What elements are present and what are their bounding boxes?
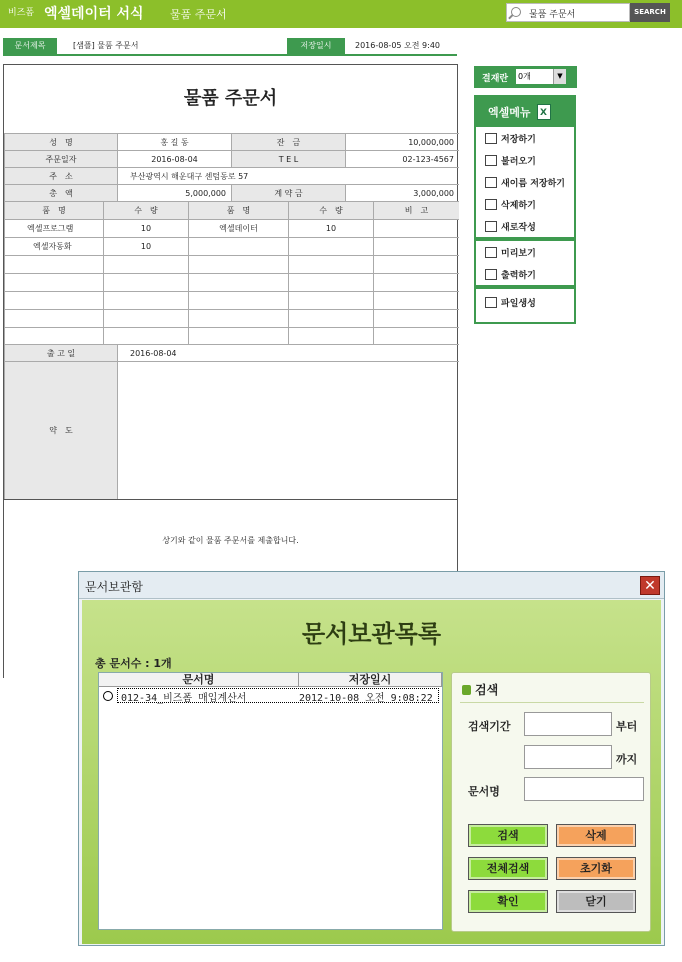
note-cell [373, 255, 459, 273]
qty-cell: 10 [288, 219, 373, 237]
list-item[interactable] [101, 687, 441, 704]
qty-cell [288, 309, 373, 327]
item-cell [4, 309, 103, 327]
qty-cell [288, 291, 373, 309]
name-value: 홍 길 동 [117, 133, 231, 150]
col-qty-2: 수 량 [288, 201, 373, 219]
item-cell [188, 273, 288, 291]
saved-label: 저장일시 [287, 38, 345, 54]
item-cell [188, 327, 288, 344]
app-title: 엑셀데이터 서식 [44, 6, 144, 22]
qty-cell [288, 273, 373, 291]
balance-label: 잔 금 [231, 133, 345, 150]
qty-cell [103, 291, 188, 309]
item-cell: 엑셀프로그램 [4, 219, 103, 237]
item-cell [4, 273, 103, 291]
load-icon [485, 155, 497, 166]
tel-value: 02-123-4567 [345, 150, 459, 167]
search-all-button[interactable]: 전체검색 [468, 857, 548, 880]
brand-logo: 비즈폼 [8, 8, 35, 18]
item-cell: 엑셀자동화 [4, 237, 103, 255]
close-icon[interactable]: ✕ [640, 576, 660, 595]
item-cell [4, 327, 103, 344]
save-as-icon [485, 177, 497, 188]
save-icon [485, 133, 497, 144]
to-label: 까지 [616, 753, 638, 766]
folder-icon [485, 297, 497, 308]
excel-menu-header: 엑셀메뉴 X [476, 97, 574, 127]
col-item-2: 품 명 [188, 201, 288, 219]
doc-name: 012-34_비즈폼 매입계산서 [121, 693, 247, 704]
qty-cell [103, 273, 188, 291]
archive-dialog [78, 571, 665, 946]
order-date-label: 주문일자 [4, 150, 117, 167]
form-title: 물품 주문서 [183, 88, 278, 109]
order-date-value: 2016-08-04 [117, 150, 231, 167]
address-value: 부산광역시 해운대구 센텀동로 57 [117, 167, 459, 184]
note-cell [373, 237, 459, 255]
note-cell [373, 327, 459, 344]
item-cell: 엑셀데이터 [188, 219, 288, 237]
doc-type: 물품 주문서 [170, 8, 227, 21]
qty-cell [288, 327, 373, 344]
note-cell [373, 291, 459, 309]
qty-cell [288, 237, 373, 255]
form-footer: 상기와 같이 물품 주문서를 제출합니다. [162, 536, 299, 545]
excel-menu [474, 95, 576, 324]
balance-value: 10,000,000 [345, 133, 459, 150]
saved-value: 2016-08-05 오전 9:40 [355, 41, 440, 50]
preview-icon [485, 247, 497, 258]
menu-load[interactable]: 불러오기 [476, 149, 574, 171]
menu-delete[interactable]: 삭제하기 [476, 193, 574, 215]
search-button[interactable]: SEARCH [630, 3, 670, 22]
dialog-title: 문서보관함 [79, 572, 664, 599]
map-label: 약 도 [4, 361, 117, 499]
search-input[interactable]: 물품 주문서 [506, 3, 630, 22]
item-cell [188, 255, 288, 273]
close-button[interactable]: 닫기 [556, 890, 636, 913]
tel-label: T E L [231, 150, 345, 167]
menu-print[interactable]: 출력하기 [476, 263, 574, 285]
docname-label: 문서명 [468, 785, 500, 798]
qty-cell [103, 327, 188, 344]
deposit-label: 계 약 금 [231, 184, 345, 201]
menu-preview[interactable]: 미리보기 [476, 241, 574, 263]
note-cell [373, 219, 459, 237]
divider [460, 702, 644, 703]
menu-save[interactable]: 저장하기 [476, 127, 574, 149]
trash-icon [485, 199, 497, 210]
docname-input[interactable] [524, 777, 644, 801]
approval-label: 결재란 0개 ▼ [474, 66, 577, 88]
qty-cell: 10 [103, 219, 188, 237]
note-cell [373, 309, 459, 327]
reset-button[interactable]: 초기화 [556, 857, 636, 880]
from-label: 부터 [616, 720, 638, 733]
ship-date-value: 2016-08-04 [117, 344, 459, 361]
search-panel [451, 672, 651, 932]
qty-cell [103, 255, 188, 273]
menu-new[interactable]: 새로작성 [476, 215, 574, 237]
item-cell [4, 291, 103, 309]
qty-cell: 10 [103, 237, 188, 255]
note-cell [373, 273, 459, 291]
new-doc-icon [485, 221, 497, 232]
date-from-input[interactable] [524, 712, 612, 736]
dialog-heading: 문서보관목록 [301, 620, 442, 648]
col-saved-date: 저장일시 [299, 673, 442, 687]
doc-date: 2012-10-08 오전 9:08:22 [299, 693, 433, 704]
col-note: 비 고 [373, 201, 459, 219]
excel-icon: X [537, 104, 551, 120]
delete-button[interactable]: 삭제 [556, 824, 636, 847]
item-cell [188, 309, 288, 327]
doc-title-label: 문서제목 [3, 38, 57, 54]
search-button-dlg[interactable]: 검색 [468, 824, 548, 847]
doc-meta [3, 38, 457, 56]
search-section-icon [462, 685, 471, 695]
col-qty: 수 량 [103, 201, 188, 219]
qty-cell [103, 309, 188, 327]
dialog-body [82, 600, 661, 944]
date-to-input[interactable] [524, 745, 612, 769]
address-label: 주 소 [4, 167, 117, 184]
item-cell [188, 291, 288, 309]
item-cell [4, 255, 103, 273]
total-value: 5,000,000 [117, 184, 231, 201]
name-label: 성 명 [4, 133, 117, 150]
col-doc-name: 문서명 [99, 673, 299, 687]
search-header: 검색 [462, 681, 498, 698]
total-label: 총 액 [4, 184, 117, 201]
top-bar [0, 0, 682, 28]
menu-create-file[interactable]: 파일생성 [476, 289, 574, 315]
search-icon [511, 7, 521, 17]
chevron-down-icon: ▼ [553, 69, 566, 84]
doc-list[interactable] [98, 672, 443, 930]
print-icon [485, 269, 497, 280]
item-cell [188, 237, 288, 255]
radio-button[interactable] [103, 691, 113, 701]
approval-select[interactable]: 0개 ▼ [516, 69, 566, 84]
ok-button[interactable]: 확인 [468, 890, 548, 913]
doc-title-value: [샘플] 물품 주문서 [73, 41, 139, 50]
doc-count: 총 문서수 : 1개 [95, 657, 172, 670]
ship-date-label: 출 고 일 [4, 344, 117, 361]
map-area [117, 361, 459, 499]
qty-cell [288, 255, 373, 273]
col-item: 품 명 [4, 201, 103, 219]
deposit-value: 3,000,000 [345, 184, 459, 201]
period-label: 검색기간 [468, 720, 511, 733]
menu-save-as[interactable]: 새이름 저장하기 [476, 171, 574, 193]
